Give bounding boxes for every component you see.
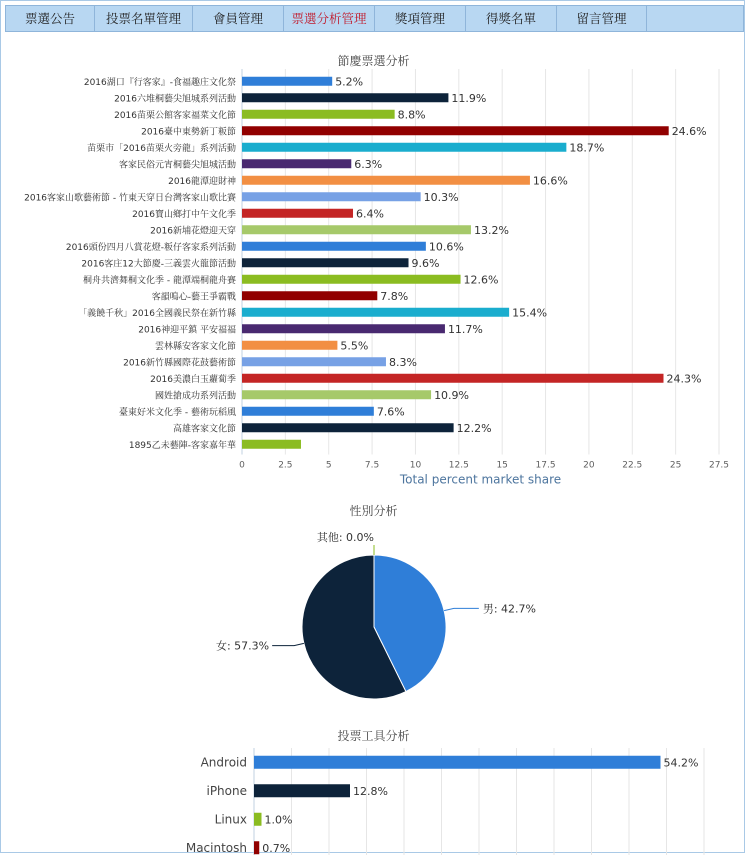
- festival-category-label: 2016頭份四月八賞花燈-粄仔客家系列活動: [65, 242, 236, 253]
- festival-vote-bar-chart: [0, 60, 747, 500]
- festival-value-label: 6.3%: [354, 157, 383, 171]
- festival-category-label: 2016苗栗公館客家福菜文化節: [114, 110, 236, 121]
- main-tab-bar: [5, 5, 744, 32]
- festival-x-tick-label: 20: [583, 460, 595, 471]
- device-category-label: Android: [200, 755, 247, 770]
- gender-slice-label: 其他: 0.0%: [316, 531, 374, 544]
- festival-category-label: 「義饒千秋」2016全國義民祭在新竹縣: [78, 308, 236, 319]
- festival-bar[interactable]: [242, 209, 353, 218]
- festival-x-tick-label: 7.5: [364, 460, 380, 471]
- festival-bar[interactable]: [242, 357, 386, 366]
- festival-bar[interactable]: [242, 423, 454, 432]
- gender-chart-title: 性別分析: [349, 504, 398, 518]
- festival-value-label: 9.6%: [411, 256, 440, 270]
- tab-7[interactable]: 留言管理: [557, 6, 647, 31]
- festival-value-label: 12.2%: [456, 421, 492, 435]
- festival-x-tick-label: 22.5: [622, 460, 643, 471]
- festival-bar[interactable]: [242, 225, 471, 234]
- festival-bar[interactable]: [242, 440, 301, 449]
- festival-category-label: 高雄客家文化節: [172, 424, 236, 435]
- device-chart-title: 投票工具分析: [337, 729, 410, 743]
- device-bar[interactable]: [254, 756, 661, 769]
- festival-category-label: 2016湖口『行客家』-食福趣庄文化祭: [83, 77, 236, 88]
- festival-value-label: 6.4%: [356, 207, 384, 221]
- device-bar[interactable]: [254, 784, 350, 797]
- festival-bar[interactable]: [242, 192, 421, 201]
- festival-bar[interactable]: [242, 77, 332, 86]
- festival-value-label: 10.3%: [423, 190, 459, 204]
- tab-6[interactable]: 得獎名單: [466, 6, 557, 31]
- festival-category-label: 2016神迎平鎮 平安福福: [138, 325, 236, 336]
- festival-x-tick-label: 0: [239, 460, 245, 471]
- festival-value-label: 5.2%: [335, 75, 364, 89]
- festival-x-tick-label: 12.5: [448, 460, 469, 471]
- festival-bar[interactable]: [242, 258, 409, 267]
- festival-value-label: 16.6%: [532, 174, 568, 188]
- festival-value-label: 24.6%: [671, 124, 707, 138]
- device-bar[interactable]: [254, 841, 259, 854]
- festival-bar[interactable]: [242, 242, 426, 251]
- festival-bar[interactable]: [242, 291, 377, 300]
- festival-x-tick-label: 17.5: [535, 460, 556, 471]
- device-value-label: 12.8%: [353, 784, 388, 798]
- tab-3[interactable]: 會員管理: [193, 6, 284, 31]
- festival-category-label: 2016客庄12大節慶-三義雲火龍節活動: [81, 259, 236, 270]
- festival-x-tick-label: 15: [496, 460, 508, 471]
- festival-bar[interactable]: [242, 126, 669, 135]
- festival-category-label: 2016美濃白玉蘿蔔季: [150, 374, 236, 385]
- festival-x-tick-label: 27.5: [708, 460, 730, 471]
- festival-x-tick-label: 5: [325, 460, 332, 471]
- festival-value-label: 5.5%: [340, 339, 369, 353]
- festival-x-tick-label: 2.5: [278, 460, 293, 471]
- festival-x-tick-label: 10: [409, 460, 422, 471]
- festival-value-label: 7.8%: [380, 289, 409, 303]
- festival-bar[interactable]: [242, 341, 337, 350]
- festival-bar[interactable]: [242, 159, 351, 168]
- festival-bar[interactable]: [242, 308, 509, 317]
- festival-value-label: 11.9%: [451, 91, 487, 105]
- festival-category-label: 2016臺中東勢新丁粄節: [141, 127, 236, 138]
- festival-bar[interactable]: [242, 93, 448, 102]
- festival-bar[interactable]: [242, 176, 530, 185]
- festival-x-tick-label: 25: [669, 460, 682, 471]
- festival-value-label: 15.4%: [512, 306, 548, 320]
- festival-category-label: 客家民俗元宵桐藝尖旭城活動: [118, 160, 236, 171]
- festival-category-label: 1895乙未藝陣-客家嘉年華: [128, 440, 236, 451]
- tab-1[interactable]: 票選公告: [6, 6, 95, 31]
- tab-5[interactable]: 獎項管理: [375, 6, 466, 31]
- festival-value-label: 13.2%: [473, 223, 509, 237]
- festival-category-label: 2016六堆桐藝尖旭城系列活動: [114, 94, 236, 105]
- festival-category-label: 桐舟共濟舞桐文化季 - 龍潭端桐龍舟賽: [83, 275, 236, 286]
- festival-chart-title: 節慶票選分析: [337, 54, 410, 68]
- festival-category-label: 臺東好米文化季 - 藝術玩稻風: [119, 407, 236, 418]
- gender-label-connector: [272, 643, 304, 645]
- gender-slice-label: 女: 57.3%: [215, 639, 270, 653]
- festival-value-label: 24.3%: [666, 372, 702, 386]
- festival-x-axis-title: Total percent market share: [399, 472, 562, 487]
- festival-bar[interactable]: [242, 143, 566, 152]
- device-category-label: iPhone: [206, 783, 247, 798]
- festival-value-label: 18.7%: [569, 141, 605, 155]
- festival-bar[interactable]: [242, 275, 461, 284]
- device-value-label: 54.2%: [663, 756, 699, 770]
- gender-label-connector: [444, 608, 479, 610]
- festival-bar[interactable]: [242, 374, 663, 383]
- device-bar[interactable]: [254, 813, 262, 826]
- voting-device-bar-chart: [0, 745, 747, 855]
- festival-value-label: 11.7%: [447, 322, 483, 336]
- festival-value-label: 7.6%: [376, 405, 405, 419]
- festival-bar[interactable]: [242, 407, 374, 416]
- gender-pie-chart: [0, 520, 747, 730]
- festival-category-label: 2016寶山鄉打中午文化季: [132, 209, 236, 220]
- festival-category-label: 苗栗市「2016苗栗火旁龍」系列活動: [87, 143, 236, 154]
- device-value-label: 1.0%: [264, 813, 293, 827]
- tab-2[interactable]: 投票名單管理: [95, 6, 193, 31]
- festival-value-label: 10.9%: [434, 388, 470, 402]
- festival-value-label: 8.8%: [397, 108, 426, 122]
- festival-bar[interactable]: [242, 390, 431, 399]
- festival-category-label: 客韻鳴心-藝王爭霸戰: [151, 292, 236, 303]
- device-value-label: 0.7%: [262, 841, 291, 855]
- festival-category-label: 2016新埔花燈迎天穿: [150, 226, 236, 237]
- festival-bar[interactable]: [242, 324, 445, 333]
- festival-category-label: 國姓搶成功系列活動: [154, 391, 236, 402]
- festival-value-label: 12.6%: [463, 273, 499, 287]
- festival-value-label: 8.3%: [388, 355, 417, 369]
- tab-4[interactable]: 票選分析管理: [284, 6, 375, 31]
- gender-slice-label: 男: 42.7%: [482, 602, 537, 616]
- device-category-label: Linux: [214, 812, 247, 827]
- festival-category-label: 雲林縣安客家文化節: [154, 341, 236, 352]
- festival-bar[interactable]: [242, 110, 395, 119]
- festival-category-label: 2016客家山歌藝術節 - 竹東天穿日台灣客家山歌比賽: [24, 193, 236, 204]
- festival-value-label: 10.6%: [428, 240, 464, 254]
- device-category-label: Macintosh: [185, 840, 247, 855]
- festival-category-label: 2016龍潭迎財神: [168, 176, 236, 187]
- festival-category-label: 2016新竹縣國際花鼓藝術節: [123, 358, 236, 369]
